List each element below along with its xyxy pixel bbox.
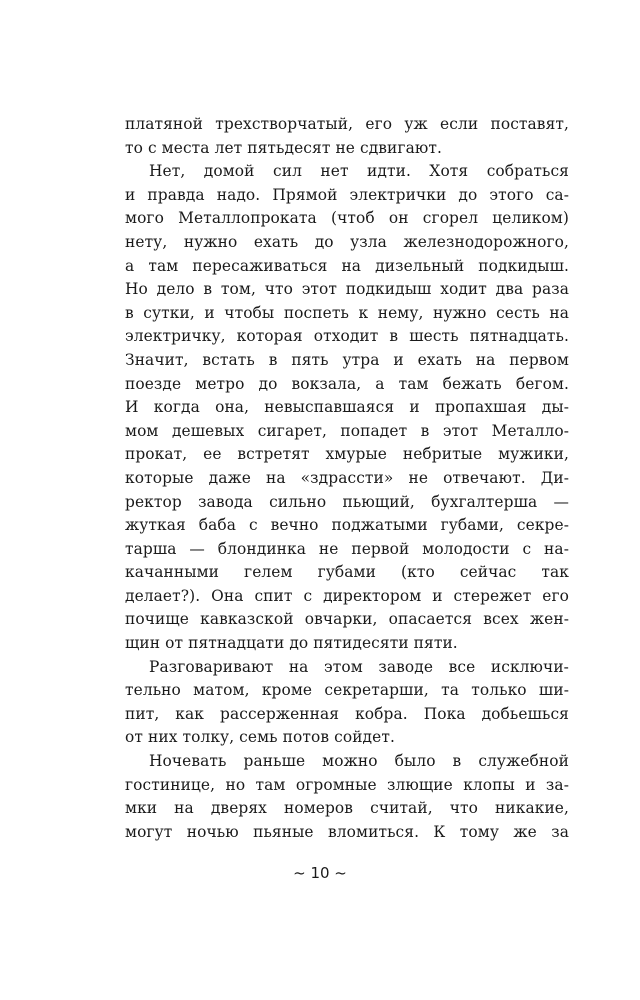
text-line: Но дело в том, что этот подкидыш ходит два раза	[125, 280, 569, 299]
book-page-text	[125, 113, 569, 844]
text-line: и правда надо. Прямой электрички до этого са-	[125, 185, 569, 204]
text-line: нету, нужно ехать до узла железнодорожного,	[125, 232, 569, 251]
text-line: почище кавказской овчарки, опасается всех жен-	[125, 610, 569, 629]
text-line: щин от пятнадцати до пятидесяти пяти.	[125, 634, 458, 653]
text-line: мом дешевых сигарет, попадет в этот Металло-	[125, 421, 569, 440]
text-line: Разговаривают на этом заводе все исключи-	[149, 657, 569, 676]
text-line: Ночевать раньше можно было в служебной	[149, 752, 569, 771]
text-line: платяной трехстворчатый, его уж если поставят,	[125, 115, 569, 133]
text-line: мого Металлопроката (чтоб он сгорел целиком)	[125, 209, 569, 228]
text-line: пит, как рассерженная кобра. Пока добьешься	[125, 704, 569, 723]
text-line: прокат, ее встретят хмурые небритые мужики,	[125, 445, 569, 464]
text-line: жуткая баба с вечно поджатыми губами, секре-	[125, 516, 569, 535]
text-line: качанными гелем губами (кто сейчас так	[125, 563, 569, 582]
text-line: И когда она, невыспавшаяся и пропахшая ды-	[125, 398, 569, 417]
text-line: то с места лет пятьдесят не сдвигают.	[125, 138, 442, 157]
text-line: Нет, домой сил нет идти. Хотя собраться	[149, 162, 569, 181]
text-line: гостинице, но там огромные злющие клопы и за-	[125, 775, 569, 794]
text-line: тарша — блондинка не первой молодости с на-	[125, 539, 569, 558]
text-line: Значит, встать в пять утра и ехать на первом	[125, 350, 569, 369]
text-line: ректор завода сильно пьющий, бухгалтерша —	[125, 492, 569, 511]
text-line: которые даже на «здрассти» не отвечают. Ди-	[125, 468, 569, 487]
text-line: электричку, которая отходит в шесть пятнадцать.	[125, 327, 569, 346]
page-number: ~ 10 ~	[293, 864, 347, 882]
text-line: мки на дверях номеров считай, что никакие,	[125, 799, 569, 818]
text-line: а там пересаживаться на дизельный подкидыш.	[125, 256, 569, 275]
text-line: тельно матом, кроме секретарши, та только ши-	[125, 681, 569, 700]
text-line: могут ночью пьяные вломиться. К тому же за	[125, 822, 569, 841]
text-line: поезде метро до вокзала, а там бежать бегом.	[125, 374, 569, 393]
text-line: делает?). Она спит с директором и стережет его	[125, 586, 569, 605]
text-line: в сутки, и чтобы поспеть к нему, нужно сесть на	[125, 303, 569, 322]
text-line: от них толку, семь потов сойдет.	[125, 728, 395, 747]
